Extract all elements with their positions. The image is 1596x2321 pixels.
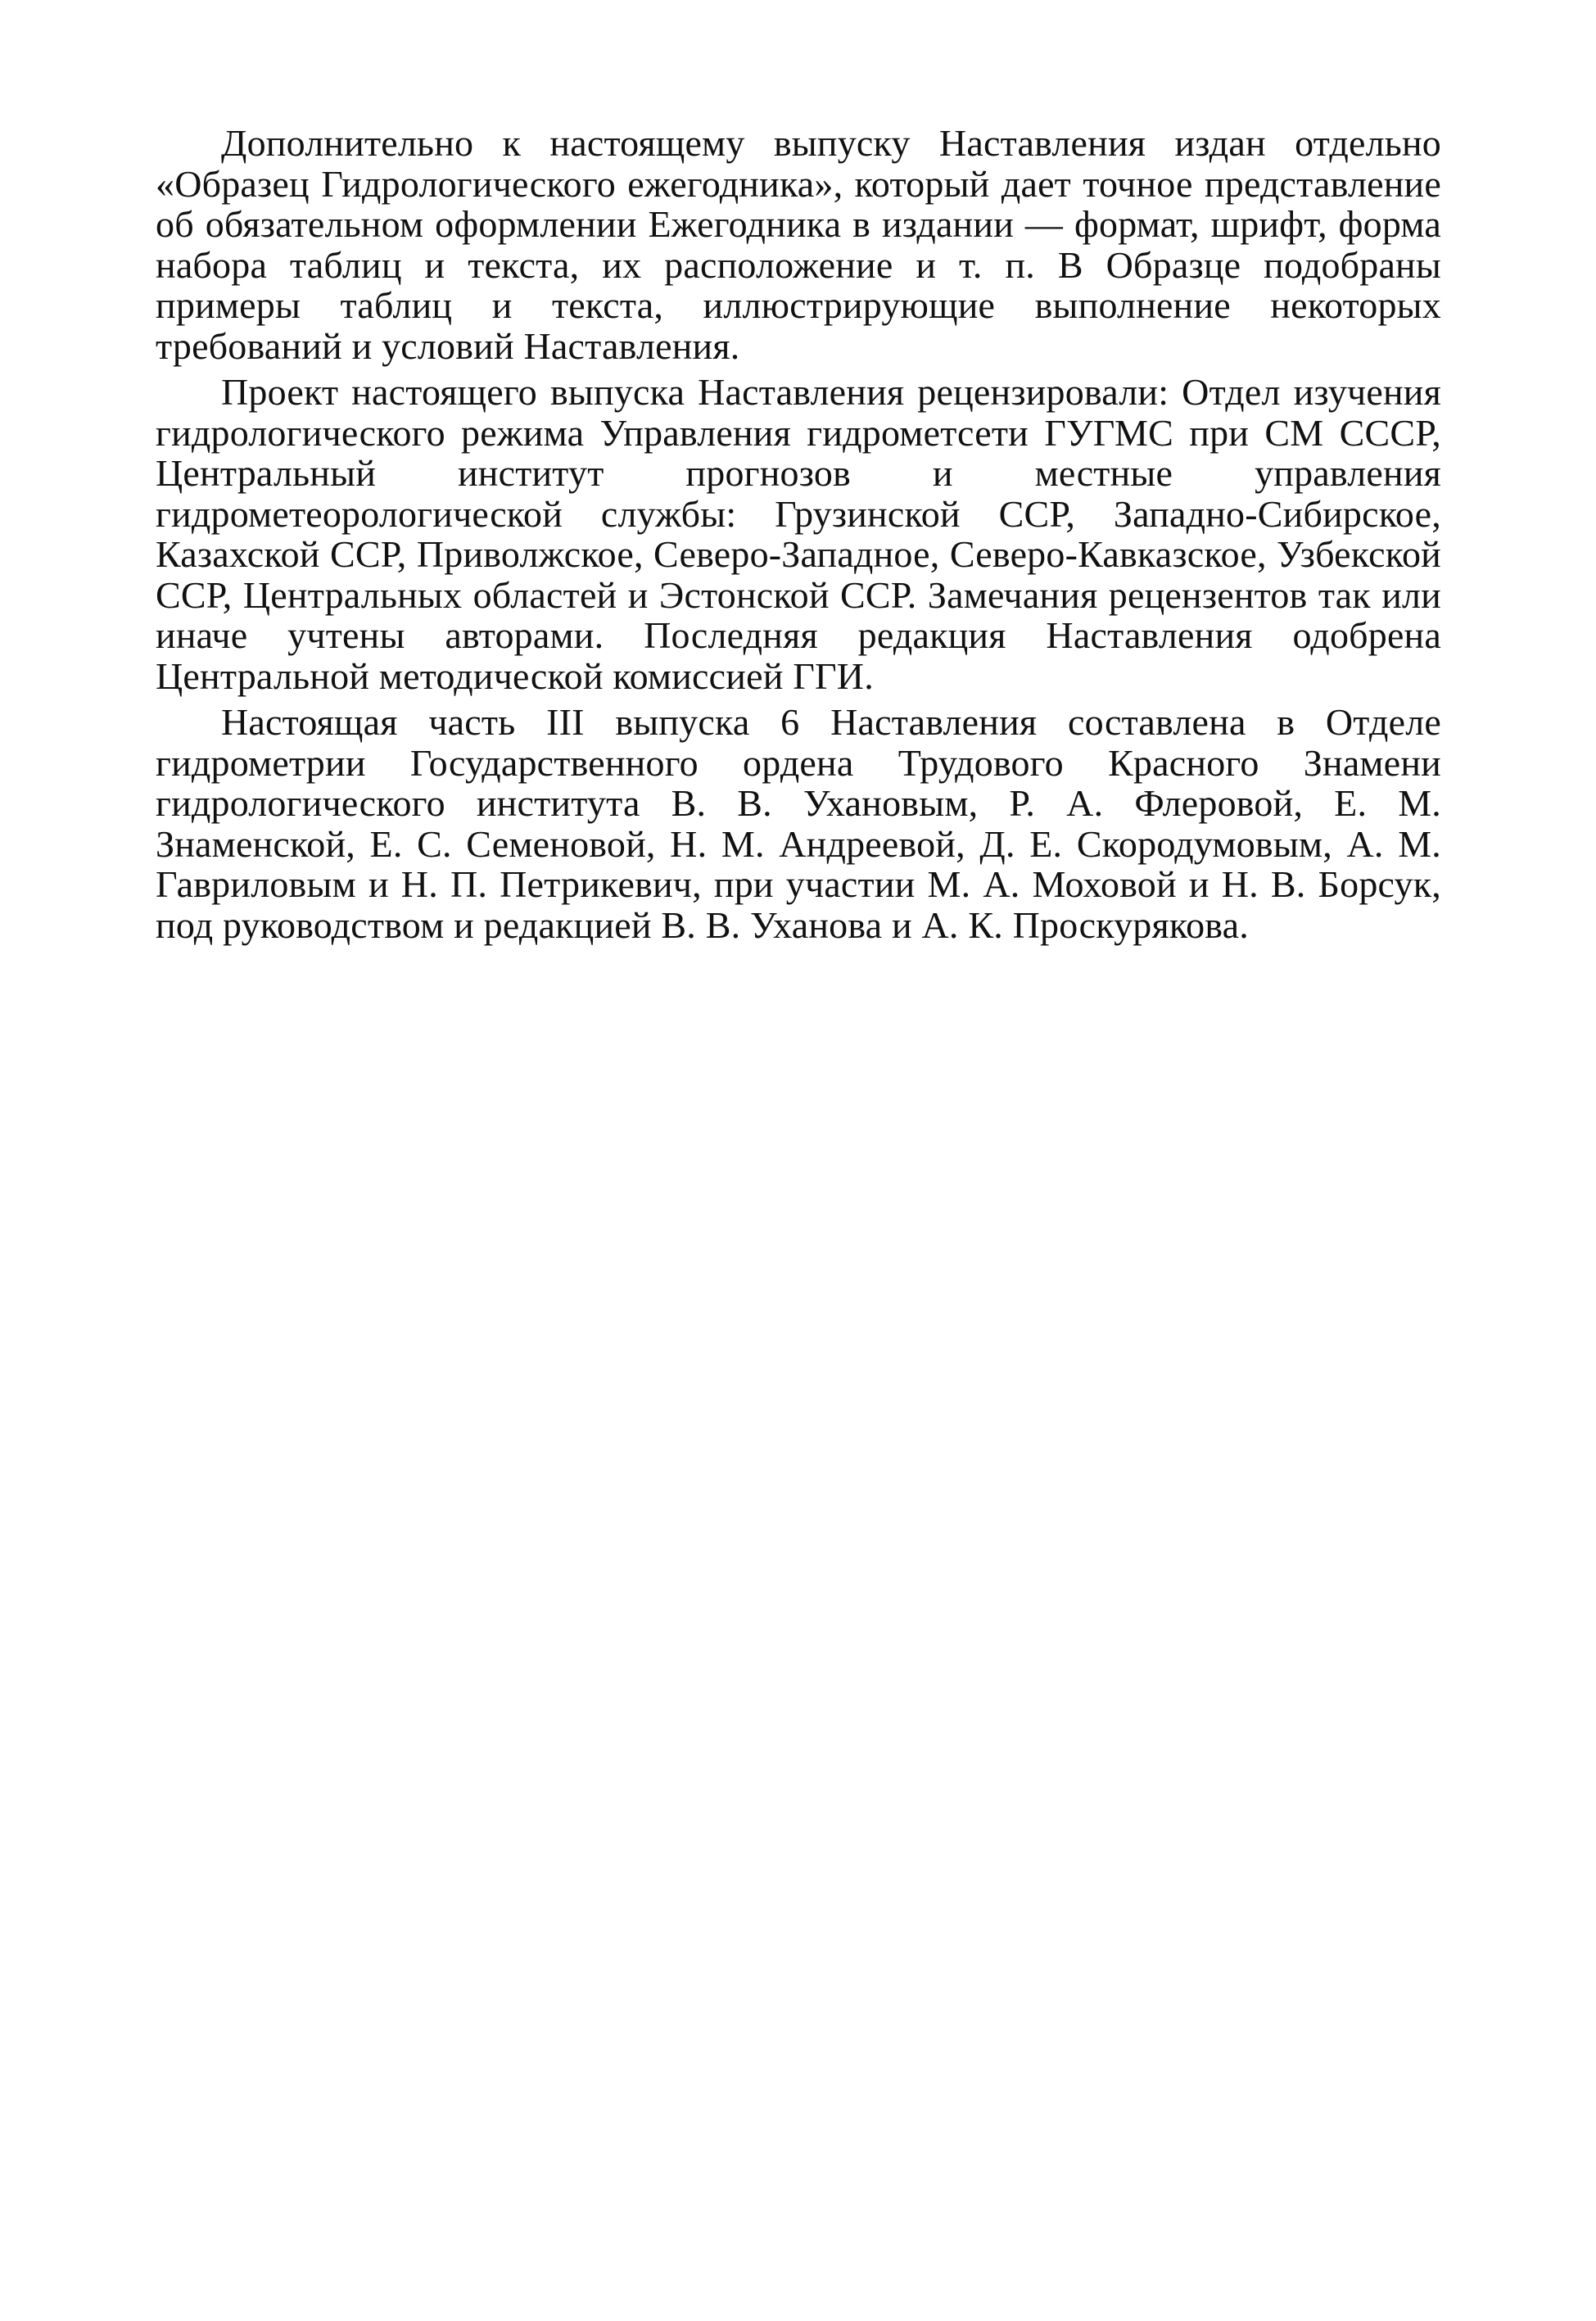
- paragraph-authors: Настоящая часть III выпуска 6 Наставления составлена в Отделе гидрометрии Государственного ордена Трудового Красного Знамени гидрологического института В. В. Ухановым, Р. А. Флеровой, Е. М. Знаменской, Е. С. Семеновой, Н. М. Андреевой, Д. Е. Скородумовым, А. М. Гавриловым и Н. П. Петрикевич, при участии М. А. Моховой и Н. В. Борсук, под руководством и редакцией В. В. Уханова и А. К. Проскурякова.: [156, 701, 1441, 946]
- paragraph-reviewers: Проект настоящего выпуска Наставления рецензировали: Отдел изучения гидрологического режима Управления гидрометсети ГУГМС при СМ СССР, Центральный институт прогнозов и местные управления гидрометеорологической службы: Грузинской ССР, Западно-Сибирское, Казахской ССР, Приволжское, Северо-Западное, Северо-Кавказское, Узбекской ССР, Центральных областей и Эстонской ССР. Замечания рецензентов так или иначе учтены авторами. Последняя редакция Наставления одобрена Центральной методической комиссией ГГИ.: [156, 371, 1441, 697]
- paragraph-sample-yearbook: Дополнительно к настоящему выпуску Наставления издан отдельно «Образец Гидрологического ежегодника», который дает точное представление об обязательном оформлении Ежегодника в издании — формат, шрифт, форма набора таблиц и текста, их расположение и т. п. В Образце подобраны примеры таблиц и текста, иллюстрирующие выполнение некоторых требований и условий Наставления.: [156, 122, 1441, 367]
- body-text: [156, 123, 1441, 951]
